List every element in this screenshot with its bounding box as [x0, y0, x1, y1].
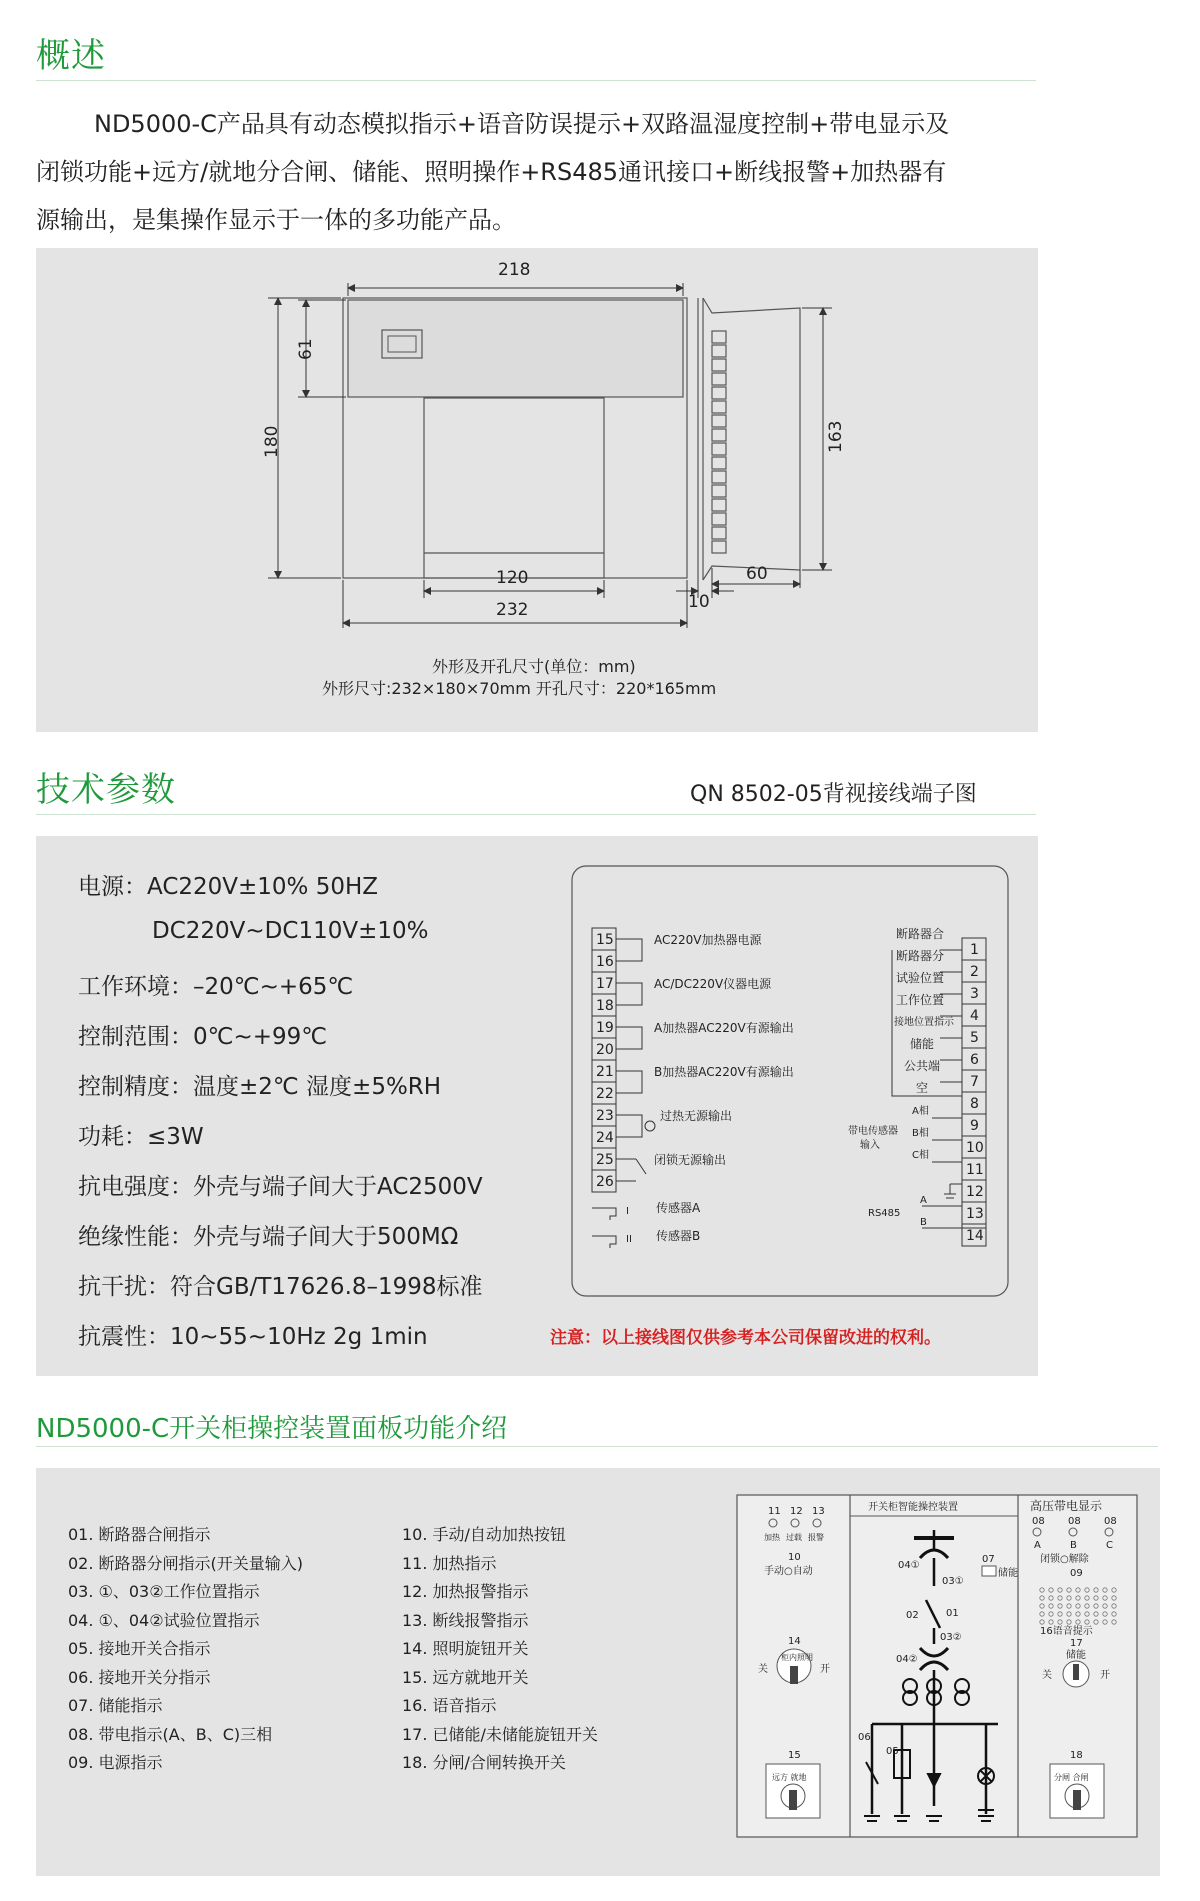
- right-terminal-num: 3: [970, 986, 979, 1002]
- wiring-note: 注意：以上接线图仅供参考本公司保留改进的权利。: [550, 1328, 941, 1348]
- sensor-a-mark: I: [626, 1206, 629, 1217]
- label-rs485-b: B: [920, 1217, 927, 1228]
- device-body: [424, 398, 604, 578]
- live-num-a: 08: [1032, 1516, 1045, 1527]
- feature-item: 17. 已储能/未储能旋钮开关: [402, 1724, 598, 1744]
- label-heater-a: A加热器AC220V有源输出: [654, 1021, 794, 1035]
- left-terminal-num: 18: [596, 998, 614, 1014]
- dim-218: 218: [498, 260, 531, 280]
- overview-line-1: ND5000-C产品具有动态模拟指示+语音防误提示+双路温湿度控制+带电显示及: [94, 110, 950, 138]
- label-sensor-a: 传感器A: [656, 1201, 701, 1215]
- spec-vibration: 抗震性：10~55~10Hz 2g 1min: [78, 1324, 428, 1350]
- left-terminal-num: 22: [596, 1086, 614, 1102]
- overload-label: 过载: [786, 1533, 802, 1542]
- right-terminal-num: 5: [970, 1030, 979, 1046]
- spec-control-range: 控制范围：0℃~+99℃: [78, 1024, 328, 1050]
- dim-61: 61: [296, 338, 316, 360]
- phase-b: B: [1070, 1540, 1077, 1551]
- num-18: 18: [1070, 1750, 1083, 1761]
- alarm-label: 报警: [808, 1533, 824, 1542]
- left-terminal-num: 20: [596, 1042, 614, 1058]
- left-terminal-num: 25: [596, 1152, 614, 1168]
- right-terminal-num: 12: [966, 1184, 984, 1200]
- heat-num-13: 13: [812, 1506, 825, 1517]
- left-terminal-num: 24: [596, 1130, 614, 1146]
- right-terminal-num: 10: [966, 1140, 984, 1156]
- right-terminal-num: 8: [970, 1096, 979, 1112]
- wiring-diagram-title: QN 8502-05背视接线端子图: [690, 782, 977, 807]
- dimension-caption-2: 外形尺寸:232×180×70mm 开孔尺寸：220*165mm: [322, 679, 717, 698]
- feature-item: 03. ①、03②工作位置指示: [68, 1582, 260, 1601]
- manual-auto-label: 手动○自动: [764, 1566, 813, 1577]
- feature-item: 04. ①、04②试验位置指示: [68, 1610, 260, 1630]
- dim-10: 10: [688, 592, 710, 612]
- label-rs485-a: A: [920, 1195, 927, 1206]
- mid-title: 开关柜智能操控装置: [868, 1502, 958, 1513]
- num-17: 17: [1070, 1638, 1083, 1649]
- num-05: 05: [886, 1746, 899, 1757]
- num-10: 10: [788, 1552, 801, 1563]
- left-terminal-num: 26: [596, 1174, 614, 1190]
- right-terminal-num: 7: [970, 1074, 979, 1090]
- label-work-position: 工作位置: [896, 993, 945, 1007]
- feature-item: 08. 带电指示(A、B、C)三相: [68, 1724, 273, 1744]
- label-phase-a: A相: [912, 1106, 929, 1117]
- right-terminal-num: 14: [966, 1228, 984, 1244]
- feature-item: 07. 储能指示: [68, 1696, 163, 1715]
- label-live-sensor-input: 输入: [860, 1140, 880, 1151]
- feature-item: 05. 接地开关合指示: [68, 1639, 211, 1658]
- overview-divider: [36, 80, 1036, 81]
- feature-item: 14. 照明旋钮开关: [402, 1639, 529, 1658]
- overview-line-3: 源输出，是集操作显示于一体的多功能产品。: [36, 206, 516, 234]
- remote-local-label: 远方 就地: [772, 1773, 807, 1782]
- feature-item: 16. 语音指示: [402, 1696, 497, 1715]
- device-top-window: [348, 300, 683, 397]
- open-close-label: 分闸 合闸: [1054, 1773, 1089, 1782]
- tech-title: 技术参数: [36, 770, 176, 810]
- wiring-diagram: [570, 864, 1010, 1298]
- spec-precision: 控制精度：温度±2℃ 湿度±5%RH: [78, 1074, 442, 1100]
- left-terminal-num: 17: [596, 976, 614, 992]
- spec-consumption: 功耗：≤3W: [78, 1124, 204, 1150]
- label-live-sensor: 带电传感器: [848, 1126, 898, 1137]
- live-display-title: 高压带电显示: [1030, 1499, 1103, 1513]
- voice-label: 16语音提示: [1040, 1626, 1093, 1637]
- feature-item: 18. 分闸/合闸转换开关: [402, 1753, 566, 1772]
- left-terminal-num: 23: [596, 1108, 614, 1124]
- live-num-c: 08: [1104, 1516, 1117, 1527]
- label-test-position: 试验位置: [896, 971, 945, 985]
- dim-180: 180: [262, 425, 282, 458]
- dim-232: 232: [496, 600, 529, 620]
- dimension-caption-1: 外形及开孔尺寸(单位：mm): [432, 657, 636, 676]
- live-num-b: 08: [1068, 1516, 1081, 1527]
- dim-120: 120: [496, 568, 529, 588]
- storage-on: 开: [1100, 1670, 1110, 1681]
- label-breaker-open: 断路器分: [896, 949, 945, 963]
- feature-item: 12. 加热报警指示: [402, 1582, 529, 1601]
- sensor-b-mark: II: [626, 1234, 632, 1245]
- num-03-2: 03②: [940, 1632, 962, 1643]
- label-common: 公共端: [904, 1059, 941, 1073]
- spec-power-dc: DC220V~DC110V±10%: [152, 918, 429, 944]
- heat-num-12: 12: [790, 1506, 803, 1517]
- overview-title: 概述: [36, 36, 106, 76]
- spec-environment: 工作环境：–20℃~+65℃: [78, 974, 354, 1000]
- num-04-1: 04①: [898, 1560, 920, 1571]
- heat-label: 加热: [764, 1533, 780, 1542]
- light-label: 柜内照明: [781, 1653, 813, 1662]
- right-terminal-num: 11: [966, 1162, 984, 1178]
- label-ac220-heater: AC220V加热器电源: [654, 933, 762, 947]
- label-breaker-close: 断路器合: [896, 927, 945, 941]
- left-terminal-num: 21: [596, 1064, 614, 1080]
- num-07: 07: [982, 1554, 995, 1565]
- dim-163: 163: [826, 420, 846, 453]
- phase-c: C: [1106, 1540, 1113, 1551]
- num-15: 15: [788, 1750, 801, 1761]
- phase-a: A: [1034, 1540, 1041, 1551]
- feature-item: 15. 远方就地开关: [402, 1667, 529, 1687]
- num-01: 01: [946, 1608, 959, 1619]
- right-terminal-num: 2: [970, 964, 979, 980]
- storage-label: 储能: [998, 1568, 1018, 1579]
- front-panel-drawing: [736, 1494, 1138, 1838]
- label-rs485: RS485: [868, 1208, 901, 1219]
- feature-item: 06. 接地开关分指示: [68, 1667, 211, 1687]
- features-divider: [36, 1446, 1158, 1447]
- label-acdc-instrument: AC/DC220V仪器电源: [654, 977, 772, 991]
- overview-line-2: 闭锁功能+远方/就地分合闸、储能、照明操作+RS485通讯接口+断线报警+加热器有: [36, 158, 947, 186]
- label-empty: 空: [916, 1081, 929, 1095]
- light-off: 关: [758, 1664, 768, 1675]
- light-on: 开: [820, 1664, 830, 1675]
- label-heater-b: B加热器AC220V有源输出: [654, 1065, 794, 1079]
- feature-item: 02. 断路器分闸指示(开关量输入): [68, 1553, 304, 1573]
- dimension-panel: [36, 248, 1038, 732]
- left-terminal-num: 15: [596, 932, 614, 948]
- right-terminal-num: 9: [970, 1118, 979, 1134]
- right-terminal-num: 4: [970, 1008, 979, 1024]
- label-phase-c: C相: [912, 1150, 929, 1161]
- feature-item: 13. 断线报警指示: [402, 1610, 529, 1630]
- storage-knob-label: 储能: [1066, 1650, 1086, 1661]
- storage-off: 关: [1042, 1670, 1052, 1681]
- left-terminal-num: 16: [596, 954, 614, 970]
- num-02: 02: [906, 1610, 919, 1621]
- label-lock: 闭锁无源输出: [654, 1153, 727, 1167]
- label-storage: 储能: [910, 1037, 935, 1051]
- num-06: 06: [858, 1732, 871, 1743]
- feature-item: 09. 电源指示: [68, 1753, 163, 1772]
- num-14: 14: [788, 1636, 801, 1647]
- label-sensor-b: 传感器B: [656, 1229, 701, 1243]
- heat-num-11: 11: [768, 1506, 781, 1517]
- feature-item: 01. 断路器合闸指示: [68, 1525, 211, 1544]
- feature-item: 10. 手动/自动加热按钮: [402, 1525, 566, 1544]
- lock-release-label: 闭锁○解除: [1040, 1554, 1089, 1565]
- dim-60: 60: [746, 564, 768, 584]
- tech-divider: [36, 814, 1036, 815]
- spec-interference: 抗干扰：符合GB/T17626.8–1998标准: [78, 1274, 483, 1300]
- label-phase-b: B相: [912, 1128, 929, 1139]
- right-terminal-num: 1: [970, 942, 979, 958]
- features-title: ND5000-C开关柜操控装置面板功能介绍: [36, 1414, 508, 1444]
- spec-power: 电源：AC220V±10% 50HZ: [78, 874, 379, 900]
- num-04-2: 04②: [896, 1654, 918, 1665]
- right-terminal-num: 6: [970, 1052, 979, 1068]
- label-ground-position: 接地位置指示: [894, 1017, 954, 1028]
- spec-insulation: 绝缘性能：外壳与端子间大于500MΩ: [78, 1224, 459, 1250]
- num-03-1: 03①: [942, 1576, 964, 1587]
- right-terminal-num: 13: [966, 1206, 984, 1222]
- label-overheat: 过热无源输出: [660, 1109, 733, 1123]
- spec-dielectric: 抗电强度：外壳与端子间大于AC2500V: [78, 1174, 483, 1200]
- feature-item: 11. 加热指示: [402, 1553, 497, 1573]
- left-terminal-num: 19: [596, 1020, 614, 1036]
- num-09: 09: [1070, 1568, 1083, 1579]
